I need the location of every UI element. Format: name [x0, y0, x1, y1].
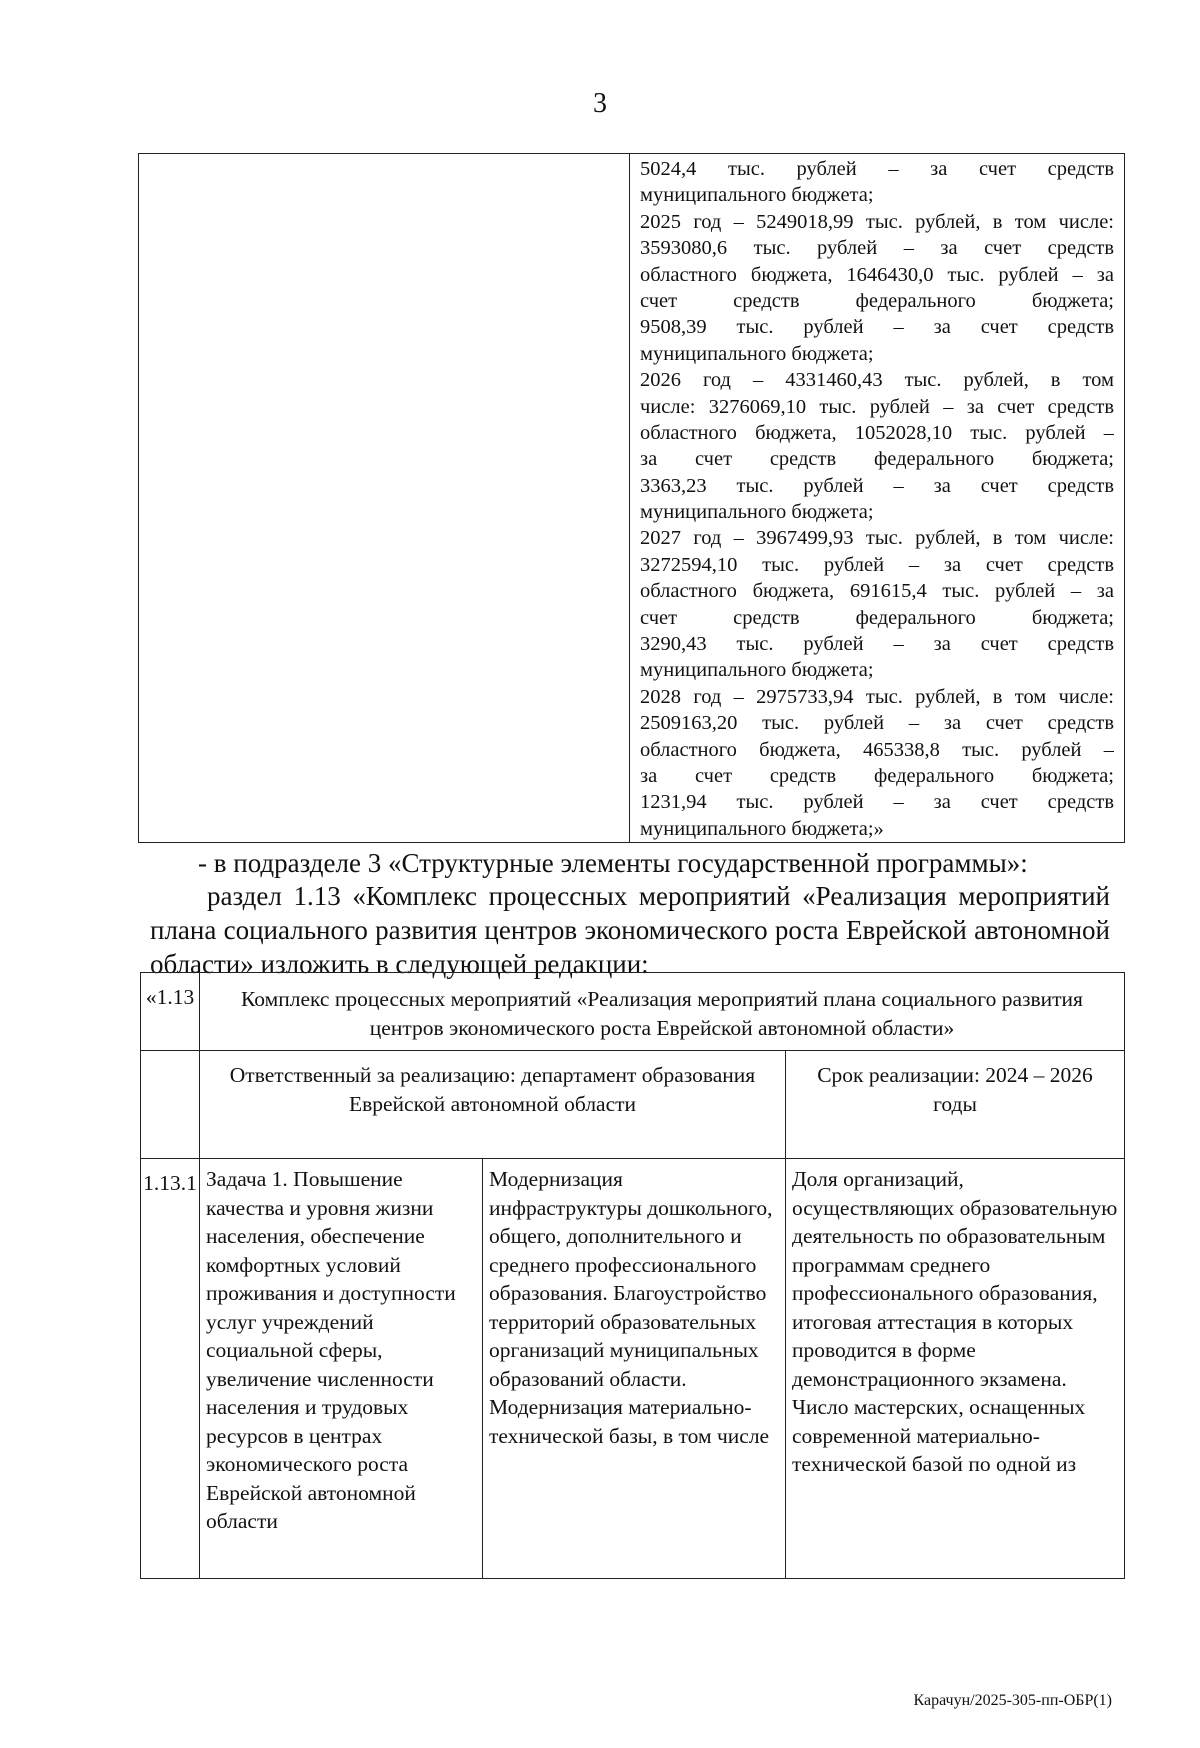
financing-line: счет средств федерального бюджета;: [640, 289, 1114, 312]
financing-line: муниципального бюджета;: [640, 184, 874, 207]
term-cell: Срок реализации: 2024 – 2026 годы: [786, 1051, 1125, 1159]
financing-line: 2025 год – 5249018,99 тыс. рублей, в том числе:: [640, 210, 1114, 233]
financing-line: 2509163,20 тыс. рублей – за счет средств: [640, 712, 1114, 735]
financing-line: областного бюджета, 465338,8 тыс. рублей –: [640, 738, 1114, 761]
financing-line: муниципального бюджета;: [640, 342, 874, 365]
structure-table: [140, 972, 1125, 1579]
financing-line: 2028 год – 2975733,94 тыс. рублей, в том числе:: [640, 685, 1114, 708]
task-cell: Задача 1. Повышение качества и уровня жизни населения, обеспечение комфортных условий проживания и доступности услуг учреждений социальной сферы, увеличение численности населения и трудовых ресурсов в центрах экономического роста Еврейской автономной области: [200, 1159, 483, 1579]
responsible-cell: Ответственный за реализацию: департамент образования Еврейской автономной области: [200, 1051, 786, 1159]
section-number: «1.13: [141, 973, 200, 1051]
financing-line: за счет средств федерального бюджета;: [640, 764, 1114, 787]
financing-line: 3363,23 тыс. рублей – за счет средств: [640, 474, 1114, 497]
empty-number-cell: [141, 1051, 200, 1159]
financing-line: 2027 год – 3967499,93 тыс. рублей, в том числе:: [640, 527, 1114, 550]
financing-text-cell: [630, 154, 1125, 843]
financing-table: [138, 153, 1125, 843]
financing-line: 2026 год – 4331460,43 тыс. рублей, в том: [640, 369, 1114, 392]
financing-line: областного бюджета, 1646430,0 тыс. рублей – за: [640, 263, 1114, 286]
paragraph-section-edit: раздел 1.13 «Комплекс процессных мероприятий «Реализация мероприятий плана социального развития центров экономического роста Еврейской автономной области» изложить в следующей редакции:: [150, 881, 1110, 979]
financing-line: числе: 3276069,10 тыс. рублей – за счет средств: [640, 395, 1114, 418]
financing-line: 1231,94 тыс. рублей – за счет средств: [640, 791, 1114, 814]
financing-line: областного бюджета, 1052028,10 тыс. рублей –: [640, 421, 1114, 444]
indicators-cell: Доля организаций, осуществляющих образовательную деятельность по образовательным программам среднего профессионального образования, итоговая аттестация в которых проводится в форме демонстрационного экзамена. Число мастерских, оснащенных современной материально-технической базой по одной из: [786, 1159, 1125, 1579]
row-number: 1.13.1: [141, 1159, 200, 1579]
document-footer: Карачун/2025-305-пп-ОБР(1): [913, 1692, 1112, 1709]
financing-line: 9508,39 тыс. рублей – за счет средств: [640, 316, 1114, 339]
paragraph-subsection: - в подразделе 3 «Структурные элементы государственной программы»:: [198, 848, 1028, 878]
financing-line: 3593080,6 тыс. рублей – за счет средств: [640, 237, 1114, 260]
financing-line: 3290,43 тыс. рублей – за счет средств: [640, 633, 1114, 656]
financing-line: областного бюджета, 691615,4 тыс. рублей – за: [640, 580, 1114, 603]
financing-label-cell: [139, 154, 630, 843]
effects-cell: Модернизация инфраструктуры дошкольного, общего, дополнительного и среднего профессионального образования. Благоустройство территорий образовательных организаций муниципальных образований области. Модернизация материально-технической базы, в том числе: [483, 1159, 786, 1579]
financing-line: 3272594,10 тыс. рублей – за счет средств: [640, 553, 1114, 576]
financing-line: счет средств федерального бюджета;: [640, 606, 1114, 629]
section-title: Комплекс процессных мероприятий «Реализация мероприятий плана социального развития центров экономического роста Еврейской автономной области»: [200, 973, 1125, 1051]
financing-line: 5024,4 тыс. рублей – за счет средств: [640, 158, 1114, 180]
financing-lines: [640, 156, 1114, 842]
financing-line: муниципального бюджета;»: [640, 817, 884, 840]
page-number: 3: [593, 88, 607, 119]
financing-line: муниципального бюджета;: [640, 659, 874, 682]
financing-line: муниципального бюджета;: [640, 501, 874, 524]
financing-line: за счет средств федерального бюджета;: [640, 448, 1114, 471]
